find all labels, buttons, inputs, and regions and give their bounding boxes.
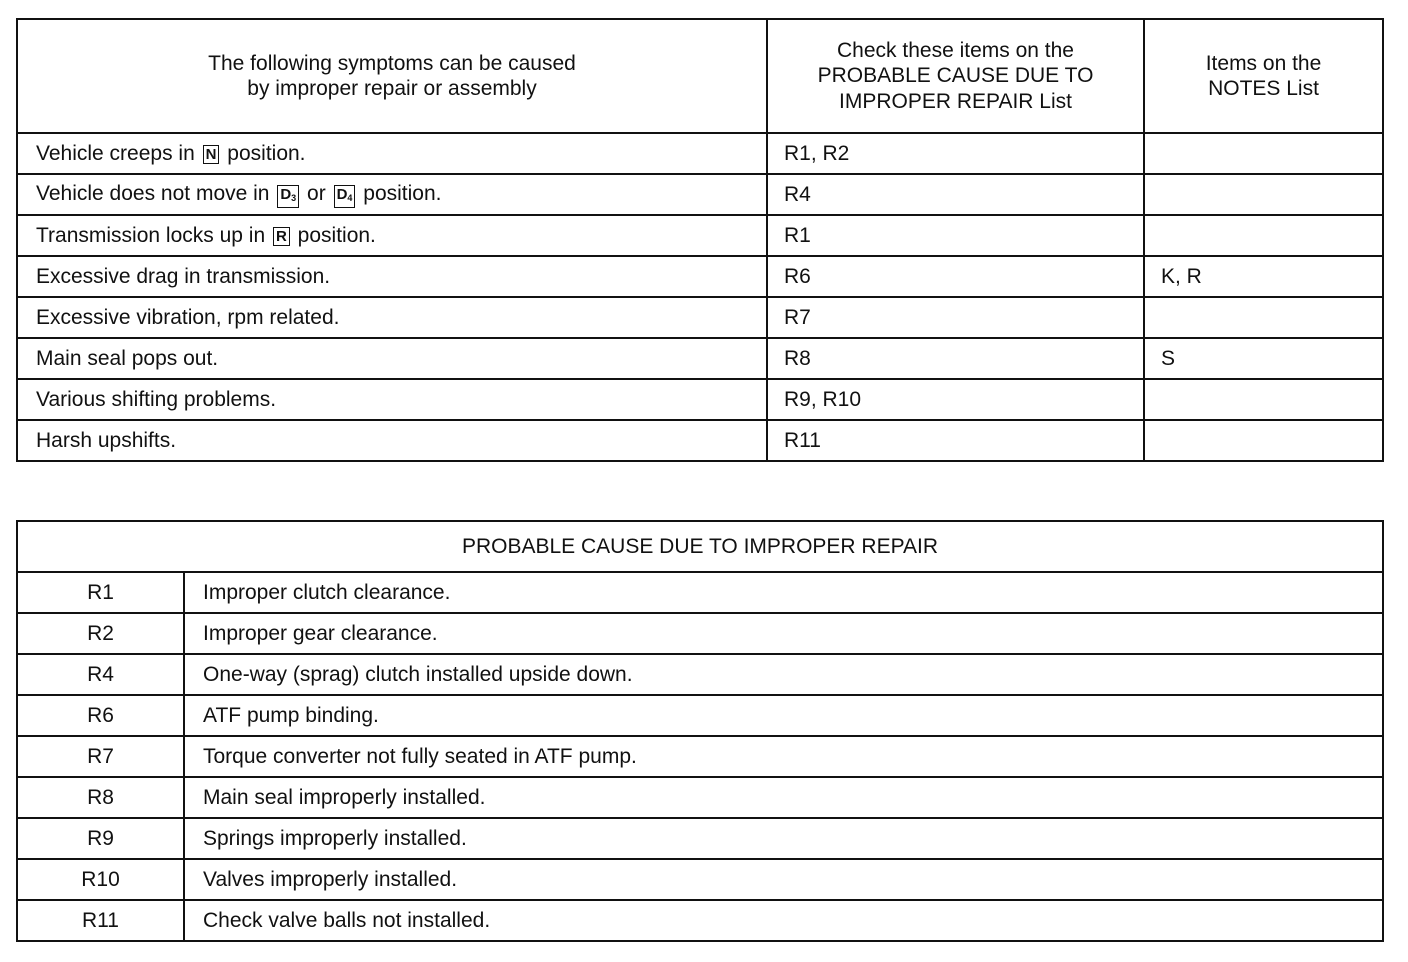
cause-code: R4 <box>17 654 184 695</box>
symptom-cell: Excessive vibration, rpm related. <box>17 297 767 338</box>
cause-code: R8 <box>17 777 184 818</box>
symptom-row <box>17 256 1383 297</box>
notes-cell <box>1144 379 1383 420</box>
cause-code: R7 <box>17 736 184 777</box>
cause-row <box>17 613 1383 654</box>
cause-code: R9 <box>17 818 184 859</box>
shift-position-n-badge: N <box>203 145 220 164</box>
symptom-row <box>17 420 1383 461</box>
cause-code: R11 <box>17 900 184 941</box>
cause-description: Main seal improperly installed. <box>184 777 1383 818</box>
notes-cell: K, R <box>1144 256 1383 297</box>
cause-code: R6 <box>17 695 184 736</box>
symptoms-column-header: The following symptoms can be caused by improper repair or assembly <box>17 19 767 133</box>
cause-code: R2 <box>17 613 184 654</box>
symptoms-table <box>16 18 1384 462</box>
notes-cell <box>1144 297 1383 338</box>
check-items-cell: R1 <box>767 215 1144 256</box>
check-items-cell: R7 <box>767 297 1144 338</box>
symptom-row <box>17 379 1383 420</box>
check-items-column-header: Check these items on the PROBABLE CAUSE DUE TO IMPROPER REPAIR List <box>767 19 1144 133</box>
cause-code: R1 <box>17 572 184 613</box>
symptom-row <box>17 133 1383 174</box>
probable-cause-header-row <box>17 521 1383 572</box>
symptom-cell: Vehicle does not move in $D_3$ or $D_4$ position. <box>17 174 767 215</box>
cause-description: ATF pump binding. <box>184 695 1383 736</box>
symptom-cell: Excessive drag in transmission. <box>17 256 767 297</box>
notes-column-header: Items on the NOTES List <box>1144 19 1383 133</box>
check-items-cell: R6 <box>767 256 1144 297</box>
symptom-cell: Main seal pops out. <box>17 338 767 379</box>
notes-cell <box>1144 215 1383 256</box>
notes-cell <box>1144 174 1383 215</box>
shift-position-d3-badge: $D_3$ <box>277 185 299 208</box>
cause-row <box>17 654 1383 695</box>
symptom-cell: Transmission locks up in R position. <box>17 215 767 256</box>
cause-row <box>17 736 1383 777</box>
cause-row <box>17 818 1383 859</box>
check-items-cell: R9, R10 <box>767 379 1144 420</box>
probable-cause-title: PROBABLE CAUSE DUE TO IMPROPER REPAIR <box>17 521 1383 572</box>
cause-description: Check valve balls not installed. <box>184 900 1383 941</box>
symptoms-header-row <box>17 19 1383 133</box>
cause-description: Improper clutch clearance. <box>184 572 1383 613</box>
cause-row <box>17 777 1383 818</box>
check-items-cell: R1, R2 <box>767 133 1144 174</box>
check-items-cell: R11 <box>767 420 1144 461</box>
cause-row <box>17 695 1383 736</box>
cause-description: Improper gear clearance. <box>184 613 1383 654</box>
check-items-cell: R4 <box>767 174 1144 215</box>
symptom-row <box>17 338 1383 379</box>
cause-row <box>17 859 1383 900</box>
cause-row <box>17 572 1383 613</box>
cause-code: R10 <box>17 859 184 900</box>
shift-position-d4-badge: $D_4$ <box>334 185 356 208</box>
cause-description: One-way (sprag) clutch installed upside down. <box>184 654 1383 695</box>
symptom-cell: Harsh upshifts. <box>17 420 767 461</box>
check-items-cell: R8 <box>767 338 1144 379</box>
cause-description: Torque converter not fully seated in ATF pump. <box>184 736 1383 777</box>
shift-position-r-badge: R <box>273 227 290 246</box>
notes-cell <box>1144 133 1383 174</box>
probable-cause-table <box>16 520 1384 942</box>
notes-cell <box>1144 420 1383 461</box>
symptom-cell: Vehicle creeps in N position. <box>17 133 767 174</box>
symptom-cell: Various shifting problems. <box>17 379 767 420</box>
cause-description: Springs improperly installed. <box>184 818 1383 859</box>
cause-description: Valves improperly installed. <box>184 859 1383 900</box>
cause-row <box>17 900 1383 941</box>
symptom-row <box>17 174 1383 215</box>
symptom-row <box>17 215 1383 256</box>
symptom-row <box>17 297 1383 338</box>
notes-cell: S <box>1144 338 1383 379</box>
